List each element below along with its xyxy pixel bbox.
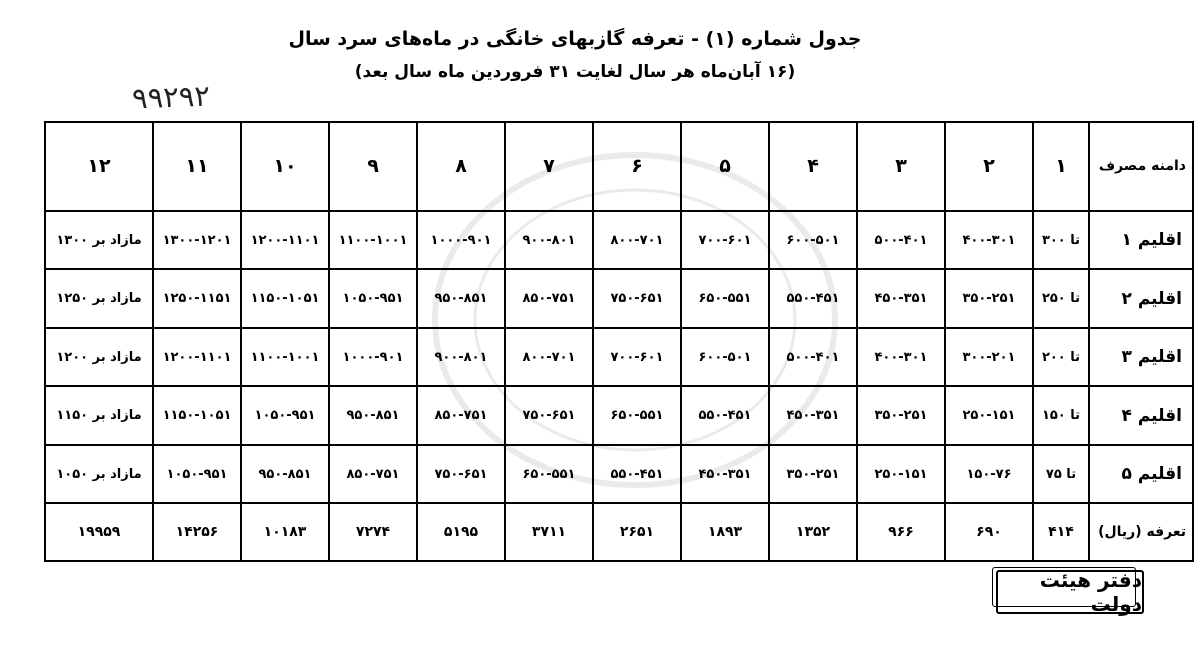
column-header: ۷ [505, 122, 593, 211]
table-cell: تا ۷۵ [1033, 445, 1089, 504]
table-cell: ۲۵۰-۱۵۱ [945, 386, 1033, 445]
column-header: ۶ [593, 122, 681, 211]
table-cell: ۷۵۰-۶۵۱ [505, 386, 593, 445]
rate-cell: ۳۷۱۱ [505, 503, 593, 561]
table-cell: ۱۵۰-۷۶ [945, 445, 1033, 504]
table-cell: ۱۰۵۰-۹۵۱ [241, 386, 329, 445]
table-cell: ۵۵۰-۴۵۱ [769, 269, 857, 328]
column-header: ۲ [945, 122, 1033, 211]
office-stamp: دفتر هیئت دولت [996, 570, 1144, 614]
table-cell: ۱۲۰۰-۱۱۰۱ [241, 211, 329, 270]
rate-cell: ۴۱۴ [1033, 503, 1089, 561]
table-cell: ۶۰۰-۵۰۱ [769, 211, 857, 270]
table-cell: ۹۵۰-۸۵۱ [417, 269, 505, 328]
table-cell: ۶۵۰-۵۵۱ [505, 445, 593, 504]
rate-cell: ۱۴۲۵۶ [153, 503, 241, 561]
table-cell: تا ۲۵۰ [1033, 269, 1089, 328]
table-cell: مازاد بر ۱۱۵۰ [45, 386, 153, 445]
column-header: ۳ [857, 122, 945, 211]
table-row [45, 211, 1193, 270]
tariff-table [44, 121, 1194, 562]
row-label: اقلیم ۵ [1089, 445, 1193, 504]
document-title: جدول شماره (۱) - تعرفه گازبهای خانگی در ماه‌های سرد سال [288, 28, 862, 50]
table-row [45, 269, 1193, 328]
table-cell: ۱۰۵۰-۹۵۱ [153, 445, 241, 504]
rate-cell: ۵۱۹۵ [417, 503, 505, 561]
table-cell: مازاد بر ۱۰۵۰ [45, 445, 153, 504]
column-header: ۹ [329, 122, 417, 211]
table-cell: ۱۰۰۰-۹۰۱ [329, 328, 417, 387]
table-cell: تا ۳۰۰ [1033, 211, 1089, 270]
table-cell: ۷۵۰-۶۵۱ [417, 445, 505, 504]
table-cell: مازاد بر ۱۲۵۰ [45, 269, 153, 328]
table-cell: ۳۵۰-۲۵۱ [769, 445, 857, 504]
table-cell: ۷۰۰-۶۰۱ [681, 211, 769, 270]
table-cell: ۶۵۰-۵۵۱ [681, 269, 769, 328]
table-cell: ۱۱۵۰-۱۰۵۱ [241, 269, 329, 328]
table-cell: ۱۰۵۰-۹۵۱ [329, 269, 417, 328]
table-cell: مازاد بر ۱۲۰۰ [45, 328, 153, 387]
column-header: ۱۲ [45, 122, 153, 211]
table-cell: ۱۱۵۰-۱۰۵۱ [153, 386, 241, 445]
row-label: اقلیم ۳ [1089, 328, 1193, 387]
table-cell: ۵۰۰-۴۰۱ [769, 328, 857, 387]
rate-row [45, 503, 1193, 561]
column-header: ۱ [1033, 122, 1089, 211]
table-cell: ۷۰۰-۶۰۱ [593, 328, 681, 387]
table-cell: ۱۰۰۰-۹۰۱ [417, 211, 505, 270]
table-cell: ۷۵۰-۶۵۱ [593, 269, 681, 328]
table-cell: ۹۵۰-۸۵۱ [241, 445, 329, 504]
column-header: ۵ [681, 122, 769, 211]
table-cell: ۳۵۰-۲۵۱ [945, 269, 1033, 328]
rate-cell: ۱۸۹۳ [681, 503, 769, 561]
table-cell: ۶۰۰-۵۰۱ [681, 328, 769, 387]
header-row [45, 122, 1193, 211]
table-cell: ۸۰۰-۷۰۱ [505, 328, 593, 387]
column-header: ۸ [417, 122, 505, 211]
table-cell: ۹۰۰-۸۰۱ [417, 328, 505, 387]
rate-cell: ۶۹۰ [945, 503, 1033, 561]
document-subtitle: (۱۶ آبان‌ماه هر سال لغایت ۳۱ فروردین ماه سال بعد) [354, 62, 796, 82]
rate-cell: ۱۳۵۲ [769, 503, 857, 561]
table-cell: ۸۰۰-۷۰۱ [593, 211, 681, 270]
column-header: ۱۱ [153, 122, 241, 211]
header-label: دامنه مصرف [1089, 122, 1193, 211]
handwritten-number: ۹۹۲۹۲ [131, 78, 211, 116]
table-cell: ۴۵۰-۳۵۱ [857, 269, 945, 328]
table-cell: ۸۵۰-۷۵۱ [329, 445, 417, 504]
table-cell: ۳۵۰-۲۵۱ [857, 386, 945, 445]
table-cell: ۵۵۰-۴۵۱ [593, 445, 681, 504]
table-cell: ۵۵۰-۴۵۱ [681, 386, 769, 445]
table-cell: تا ۲۰۰ [1033, 328, 1089, 387]
table-cell: ۴۰۰-۳۰۱ [945, 211, 1033, 270]
table-cell: ۲۵۰-۱۵۱ [857, 445, 945, 504]
table-row [45, 445, 1193, 504]
rate-cell: ۱۹۹۵۹ [45, 503, 153, 561]
table-cell: ۹۵۰-۸۵۱ [329, 386, 417, 445]
table-row [45, 386, 1193, 445]
rate-cell: ۱۰۱۸۳ [241, 503, 329, 561]
column-header: ۴ [769, 122, 857, 211]
rate-cell: ۹۶۶ [857, 503, 945, 561]
table-cell: ۴۰۰-۳۰۱ [857, 328, 945, 387]
table-cell: ۱۳۰۰-۱۲۰۱ [153, 211, 241, 270]
table-cell: مازاد بر ۱۳۰۰ [45, 211, 153, 270]
rate-label: تعرفه (ریال) [1089, 503, 1193, 561]
row-label: اقلیم ۲ [1089, 269, 1193, 328]
rate-cell: ۲۶۵۱ [593, 503, 681, 561]
table-cell: ۸۵۰-۷۵۱ [505, 269, 593, 328]
table-cell: ۵۰۰-۴۰۱ [857, 211, 945, 270]
row-label: اقلیم ۱ [1089, 211, 1193, 270]
row-label: اقلیم ۴ [1089, 386, 1193, 445]
column-header: ۱۰ [241, 122, 329, 211]
table-cell: ۴۵۰-۳۵۱ [769, 386, 857, 445]
table-cell: ۶۵۰-۵۵۱ [593, 386, 681, 445]
table-cell: ۱۱۰۰-۱۰۰۱ [241, 328, 329, 387]
table-cell: ۱۲۰۰-۱۱۰۱ [153, 328, 241, 387]
table-cell: تا ۱۵۰ [1033, 386, 1089, 445]
table-cell: ۴۵۰-۳۵۱ [681, 445, 769, 504]
table-row [45, 328, 1193, 387]
table-cell: ۳۰۰-۲۰۱ [945, 328, 1033, 387]
table-cell: ۱۱۰۰-۱۰۰۱ [329, 211, 417, 270]
rate-cell: ۷۲۷۴ [329, 503, 417, 561]
table-cell: ۹۰۰-۸۰۱ [505, 211, 593, 270]
table-cell: ۸۵۰-۷۵۱ [417, 386, 505, 445]
table-cell: ۱۲۵۰-۱۱۵۱ [153, 269, 241, 328]
